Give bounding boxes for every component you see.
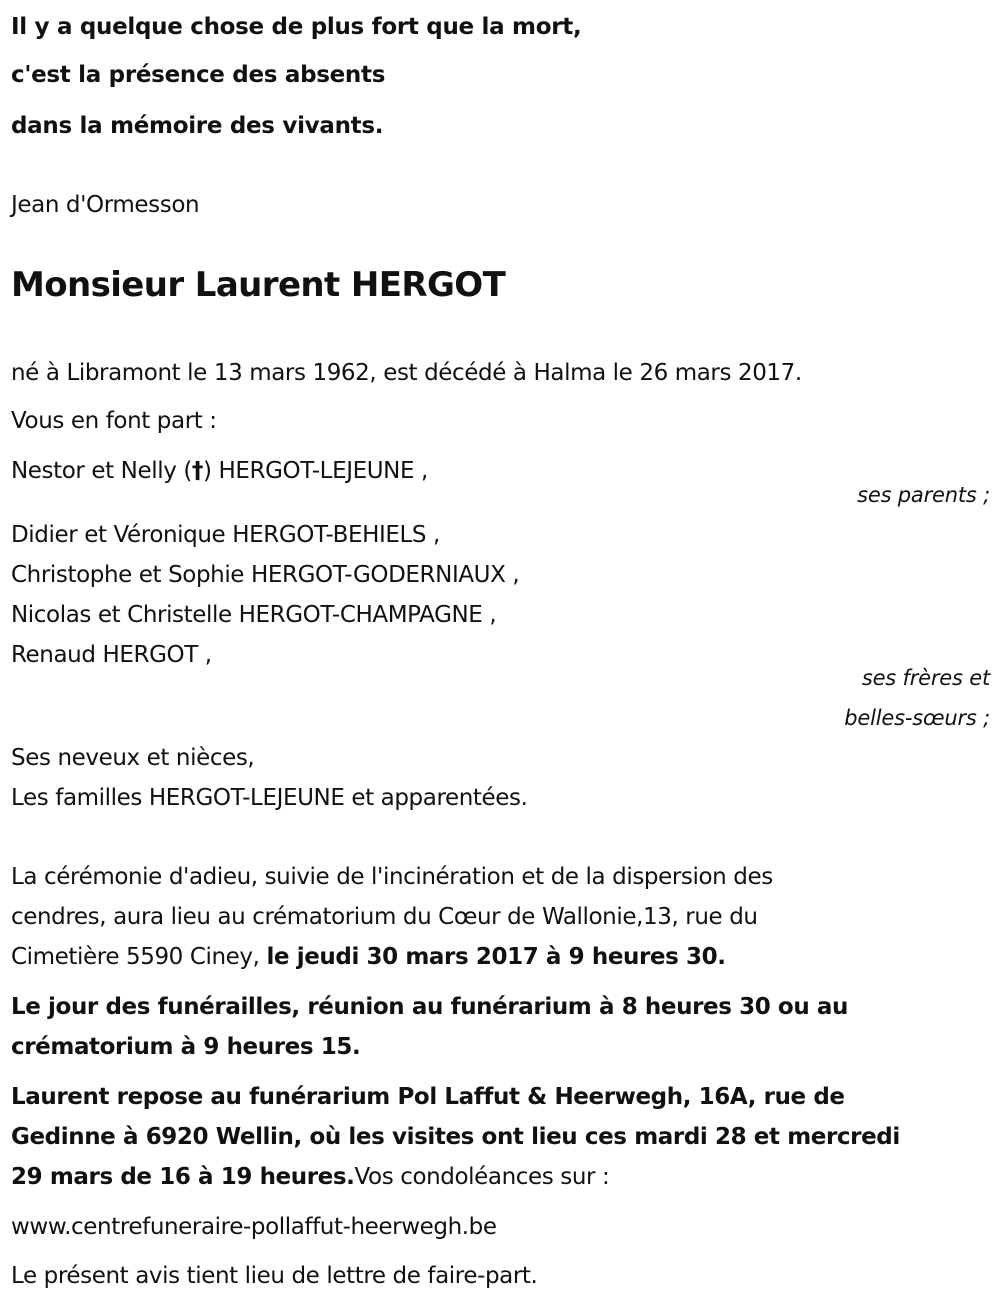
visitation-line-1: Laurent repose au funérarium Pol Laffut & Heerwegh, 16A, rue de	[11, 1084, 845, 1110]
visitation-hours: 29 mars de 16 à 19 heures.	[11, 1164, 355, 1190]
page-title: Monsieur Laurent HERGOT	[11, 265, 506, 305]
quote-line-2: c'est la présence des absents	[11, 62, 386, 88]
quote-author: Jean d'Ormesson	[11, 192, 200, 218]
ceremony-line-2: cendres, aura lieu au crématorium du Cœur de Wallonie,13, rue du	[11, 904, 758, 930]
quote-line-1: Il y a quelque chose de plus fort que la mort,	[11, 14, 582, 40]
family-member: Christophe et Sophie HERGOT-GODERNIAUX ,	[11, 562, 520, 588]
relation-label-parents: ses parents ;	[857, 483, 990, 507]
relation-label-siblings-2: belles-sœurs ;	[844, 706, 990, 730]
gathering-line-1: Le jour des funérailles, réunion au funérarium à 8 heures 30 ou au	[11, 994, 848, 1020]
ceremony-line-3	[11, 942, 726, 972]
gathering-line-2: crématorium à 9 heures 15.	[11, 1034, 361, 1060]
family-member: Nicolas et Christelle HERGOT-CHAMPAGNE ,	[11, 602, 497, 628]
relation-label-siblings-1: ses frères et	[861, 666, 990, 690]
condolences-intro: Vos condoléances sur :	[354, 1164, 610, 1190]
family-member: Renaud HERGOT ,	[11, 642, 212, 668]
ceremony-location: Cimetière 5590 Ciney,	[11, 944, 267, 970]
ceremony-datetime: le jeudi 30 mars 2017 à 9 heures 30.	[266, 944, 726, 970]
announcement-intro: Vous en font part :	[11, 408, 217, 434]
deceased-cross-icon: †	[191, 458, 204, 484]
quote-line-3: dans la mémoire des vivants.	[11, 113, 384, 139]
condolences-url-line	[11, 1212, 497, 1242]
footer-notice: Le présent avis tient lieu de lettre de faire-part.	[11, 1263, 538, 1289]
parents-text-after: ) HERGOT-LEJEUNE ,	[203, 458, 428, 484]
family-member: Didier et Véronique HERGOT-BEHIELS ,	[11, 522, 440, 548]
family-member-parents	[11, 456, 428, 486]
visitation-line-2: Gedinne à 6920 Wellin, où les visites ont lieu ces mardi 28 et mercredi	[11, 1124, 900, 1150]
other-relatives-line-2: Les familles HERGOT-LEJEUNE et apparentées.	[11, 785, 528, 811]
parents-text-before: Nestor et Nelly (	[11, 458, 192, 484]
birth-death-line: né à Libramont le 13 mars 1962, est décédé à Halma le 26 mars 2017.	[11, 360, 802, 386]
other-relatives-line-1: Ses neveux et nièces,	[11, 745, 255, 771]
condolences-link[interactable]: www.centrefuneraire-pollaffut-heerwegh.be	[11, 1214, 497, 1240]
visitation-line-3	[11, 1162, 609, 1192]
ceremony-line-1: La cérémonie d'adieu, suivie de l'incinération et de la dispersion des	[11, 864, 773, 890]
